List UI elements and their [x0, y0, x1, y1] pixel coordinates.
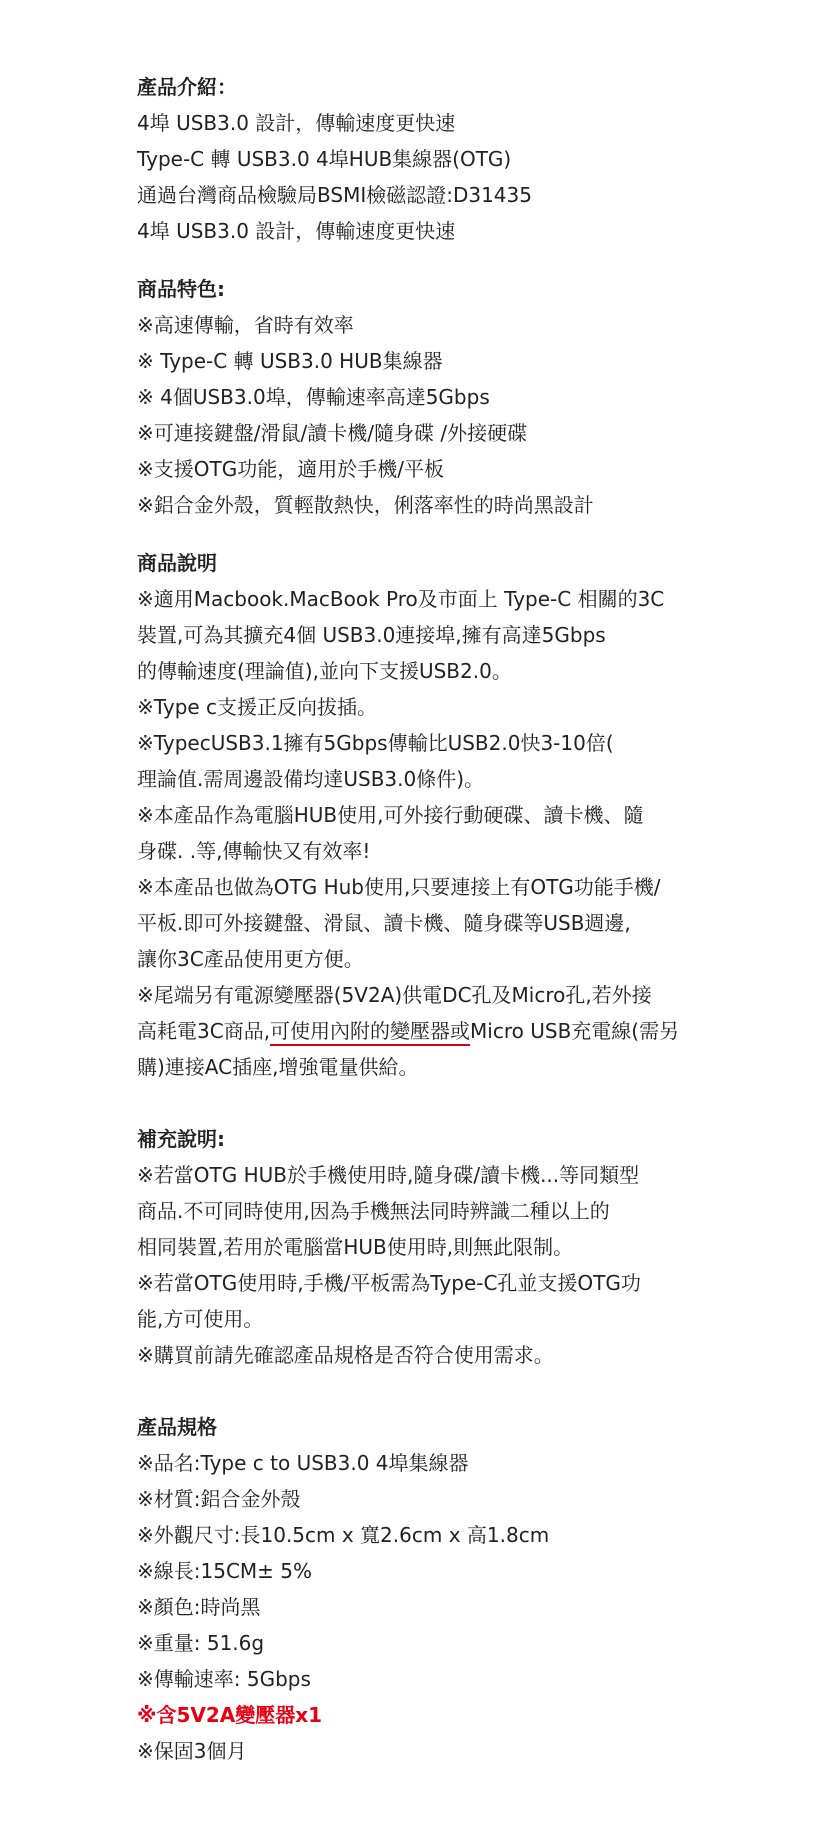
supplement-line: 相同裝置,若用於電腦當HUB使用時,則無此限制。 — [137, 1235, 574, 1259]
description-line: 購)連接AC插座,增強電量供給。 — [137, 1055, 419, 1079]
description-line: 理論值.需周邊設備均達USB3.0條件)。 — [137, 767, 485, 791]
spec-item: ※傳輸速率: 5Gbps — [137, 1667, 311, 1691]
intro-section — [137, 69, 797, 249]
supplement-line: ※若當OTG HUB於手機使用時,隨身碟/讀卡機...等同類型 — [137, 1163, 640, 1187]
description-line: ※適用Macbook.MacBook Pro及市面上 Type-C 相關的3C — [137, 587, 665, 611]
spec-item: ※顏色:時尚黑 — [137, 1595, 261, 1619]
supplement-heading: 補充說明: — [137, 1127, 225, 1151]
spec-warranty: ※保固3個月 — [137, 1739, 247, 1763]
description-line: ※TypecUSB3.1擁有5Gbps傳輸比USB2.0快3-10倍( — [137, 731, 614, 755]
intro-heading: 產品介紹： — [137, 75, 237, 99]
spec-item: ※重量: 51.6g — [137, 1631, 265, 1655]
feature-item: ※可連接鍵盤/滑鼠/讀卡機/隨身碟 /外接硬碟 — [137, 421, 528, 445]
spec-item: ※線長:15CM± 5% — [137, 1559, 313, 1583]
description-section — [137, 545, 797, 1085]
intro-line: 4埠 USB3.0 設計，傳輸速度更快速 — [137, 111, 456, 135]
description-text: 高耗電3C商品, — [137, 1019, 271, 1043]
specs-section — [137, 1409, 797, 1769]
product-description — [137, 69, 797, 1769]
intro-line: 通過台灣商品檢驗局BSMI檢磁認證:D31435 — [137, 183, 532, 207]
supplement-line: ※若當OTG使用時,手機/平板需為Type-C孔並支援OTG功 — [137, 1271, 641, 1295]
intro-line: 4埠 USB3.0 設計，傳輸速度更快速 — [137, 219, 456, 243]
intro-line: Type-C 轉 USB3.0 4埠HUB集線器(OTG) — [137, 147, 512, 171]
description-line: ※尾端另有電源變壓器(5V2A)供電DC孔及Micro孔,若外接 — [137, 983, 652, 1007]
supplement-line: 商品.不可同時使用,因為手機無法同時辨識二種以上的 — [137, 1199, 610, 1223]
description-line: 的傳輸速度(理論值),並向下支援USB2.0。 — [137, 659, 512, 683]
features-heading: 商品特色: — [137, 277, 225, 301]
feature-item: ※高速傳輸，省時有效率 — [137, 313, 354, 337]
supplement-line: ※購買前請先確認產品規格是否符合使用需求。 — [137, 1343, 554, 1367]
spec-item: ※外觀尺寸:長10.5cm x 寬2.6cm x 高1.8cm — [137, 1523, 550, 1547]
feature-item: ※鋁合金外殼，質輕散熱快，俐落率性的時尚黑設計 — [137, 493, 594, 517]
description-mixed-line — [137, 1013, 797, 1049]
description-text: Micro USB充電線(需另 — [470, 1019, 680, 1043]
description-line: 身碟. .等,傳輸快又有效率! — [137, 839, 371, 863]
description-line: ※本產品也做為OTG Hub使用,只要連接上有OTG功能手機/ — [137, 875, 661, 899]
description-line: 平板.即可外接鍵盤、滑鼠、讀卡機、隨身碟等USB週邊, — [137, 911, 631, 935]
feature-item: ※ 4個USB3.0埠，傳輸速率高達5Gbps — [137, 385, 490, 409]
supplement-line: 能,方可使用。 — [137, 1307, 264, 1331]
description-line: ※本產品作為電腦HUB使用,可外接行動硬碟、讀卡機、隨 — [137, 803, 644, 827]
description-line: 裝置,可為其擴充4個 USB3.0連接埠,擁有高達5Gbps — [137, 623, 606, 647]
description-line: 讓你3C產品使用更方便。 — [137, 947, 364, 971]
description-line: ※Type c支援正反向拔插。 — [137, 695, 378, 719]
description-heading: 商品說明 — [137, 551, 217, 575]
spec-item: ※材質:鋁合金外殼 — [137, 1487, 301, 1511]
feature-item: ※ Type-C 轉 USB3.0 HUB集線器 — [137, 349, 443, 373]
feature-item: ※支援OTG功能，適用於手機/平板 — [137, 457, 444, 481]
spec-item: ※品名:Type c to USB3.0 4埠集線器 — [137, 1451, 469, 1475]
features-section — [137, 271, 797, 523]
specs-heading: 產品規格 — [137, 1415, 217, 1439]
supplement-section — [137, 1121, 797, 1373]
spec-highlight-adapter: ※含5V2A變壓器x1 — [137, 1703, 323, 1727]
underlined-note: 可使用內附的變壓器或 — [270, 1019, 471, 1043]
